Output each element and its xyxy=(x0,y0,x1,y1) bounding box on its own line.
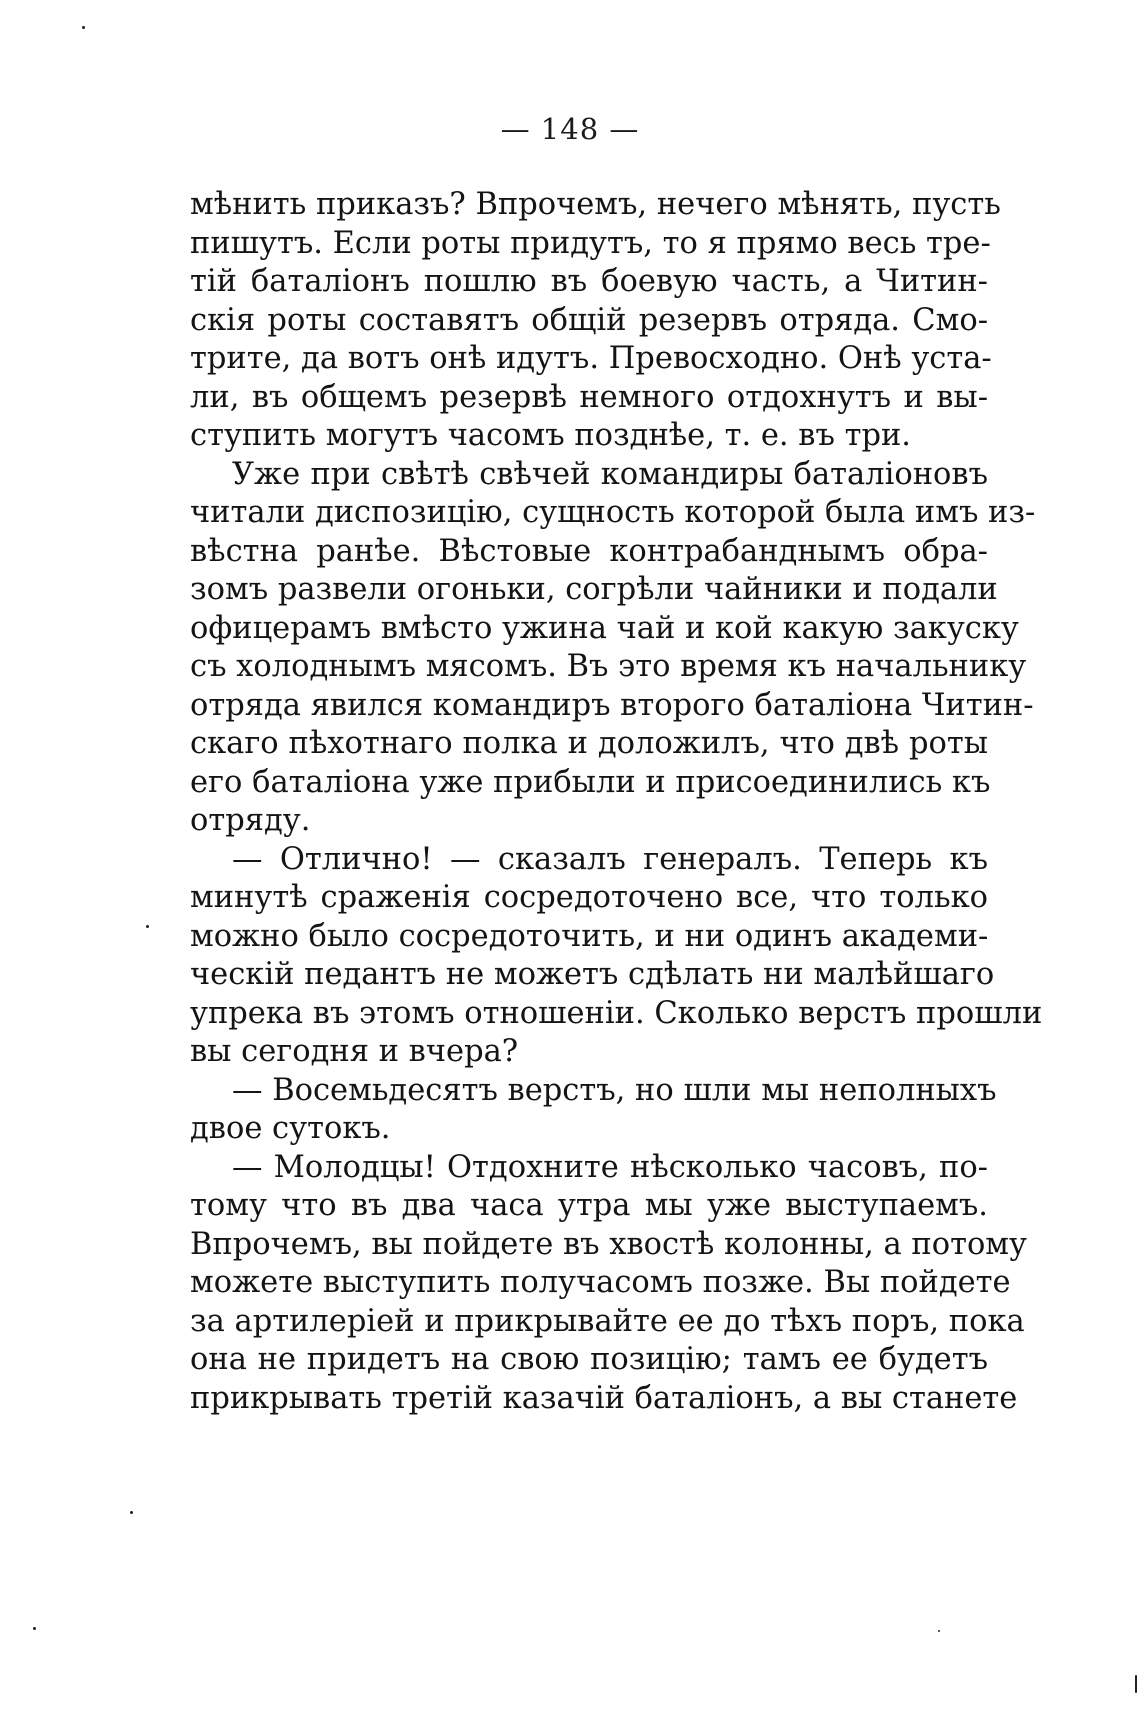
text-line: съ холоднымъ мясомъ. Въ это время къ начальнику xyxy=(190,649,1027,684)
text-line: мѣнить приказъ? Впрочемъ, нечего мѣнять, пусть xyxy=(190,187,1001,222)
text-line: минутѣ сраженія сосредоточено все, что только xyxy=(190,880,988,915)
page-number: — 148 — xyxy=(500,112,640,146)
text-line: упрека въ этомъ отношеніи. Сколько верстъ прошли xyxy=(190,995,1043,1031)
text-line: ступить могутъ часомъ позднѣе, т. е. въ три. xyxy=(190,418,911,453)
scan-speck xyxy=(82,26,85,29)
text-line: пишутъ. Если роты придутъ, то я прямо весь тре- xyxy=(190,225,991,261)
text-line: скія роты составятъ общій резервъ отряда. Смо- xyxy=(190,302,988,338)
text-line: офицерамъ вмѣсто ужина чай и кой какую закуску xyxy=(190,610,1019,646)
text-line: скаго пѣхотнаго полка и доложилъ, что двѣ роты xyxy=(190,726,988,761)
text-line: можете выступить получасомъ позже. Вы пойдете xyxy=(190,1265,1011,1300)
text-line: тому что въ два часа утра мы уже выступаемъ. xyxy=(190,1188,988,1223)
scan-speck xyxy=(33,1627,36,1630)
text-line: отряда явился командиръ второго баталіона Читин- xyxy=(190,687,1034,723)
page-text xyxy=(190,186,1043,1418)
scan-speck xyxy=(130,1511,133,1514)
scan-speck xyxy=(938,1630,940,1632)
text-line: можно было сосредоточить, и ни одинъ академи- xyxy=(190,918,989,954)
text-line: Впрочемъ, вы пойдете въ хвостѣ колонны, а потому xyxy=(190,1226,1027,1262)
text-line: она не придетъ на свою позицію; тамъ ее будетъ xyxy=(190,1342,988,1377)
text-line: Уже при свѣтѣ свѣчей командиры баталіоновъ xyxy=(232,456,988,492)
text-line: вѣстна ранѣе. Вѣстовые контрабанднымъ обра- xyxy=(190,533,988,569)
text-line: прикрывать третій казачій баталіонъ, а вы станете xyxy=(190,1380,1018,1416)
text-line: зомъ развели огоньки, согрѣли чайники и подали xyxy=(190,572,998,607)
text-line: его баталіона уже прибыли и присоединились къ xyxy=(190,764,991,800)
text-line: тій баталіонъ пошлю въ боевую часть, а Читин- xyxy=(190,264,988,299)
text-line: трите, да вотъ онѣ идутъ. Превосходно. Онѣ уста- xyxy=(190,341,992,376)
text-line: — Отлично! — сказалъ генералъ. Теперь къ xyxy=(232,841,988,877)
scan-speck xyxy=(146,925,149,928)
text-line: вы сегодня и вчера? xyxy=(190,1034,519,1069)
text-line: — Молодцы! Отдохните нѣсколько часовъ, по- xyxy=(232,1149,988,1185)
text-line: — Восемьдесятъ верстъ, но шли мы неполныхъ xyxy=(232,1072,997,1108)
text-line: за артилеріей и прикрывайте ее до тѣхъ поръ, пока xyxy=(190,1303,1025,1339)
text-line: двое сутокъ. xyxy=(190,1111,391,1146)
text-line: читали диспозицію, сущность которой была имъ из- xyxy=(190,495,1036,530)
text-line: ческій педантъ не можетъ сдѣлать ни малѣйшаго xyxy=(190,957,995,992)
text-line: отряду. xyxy=(190,803,311,838)
text-line: ли, въ общемъ резервѣ немного отдохнутъ и вы- xyxy=(190,379,988,415)
scan-speck xyxy=(1135,1675,1137,1693)
